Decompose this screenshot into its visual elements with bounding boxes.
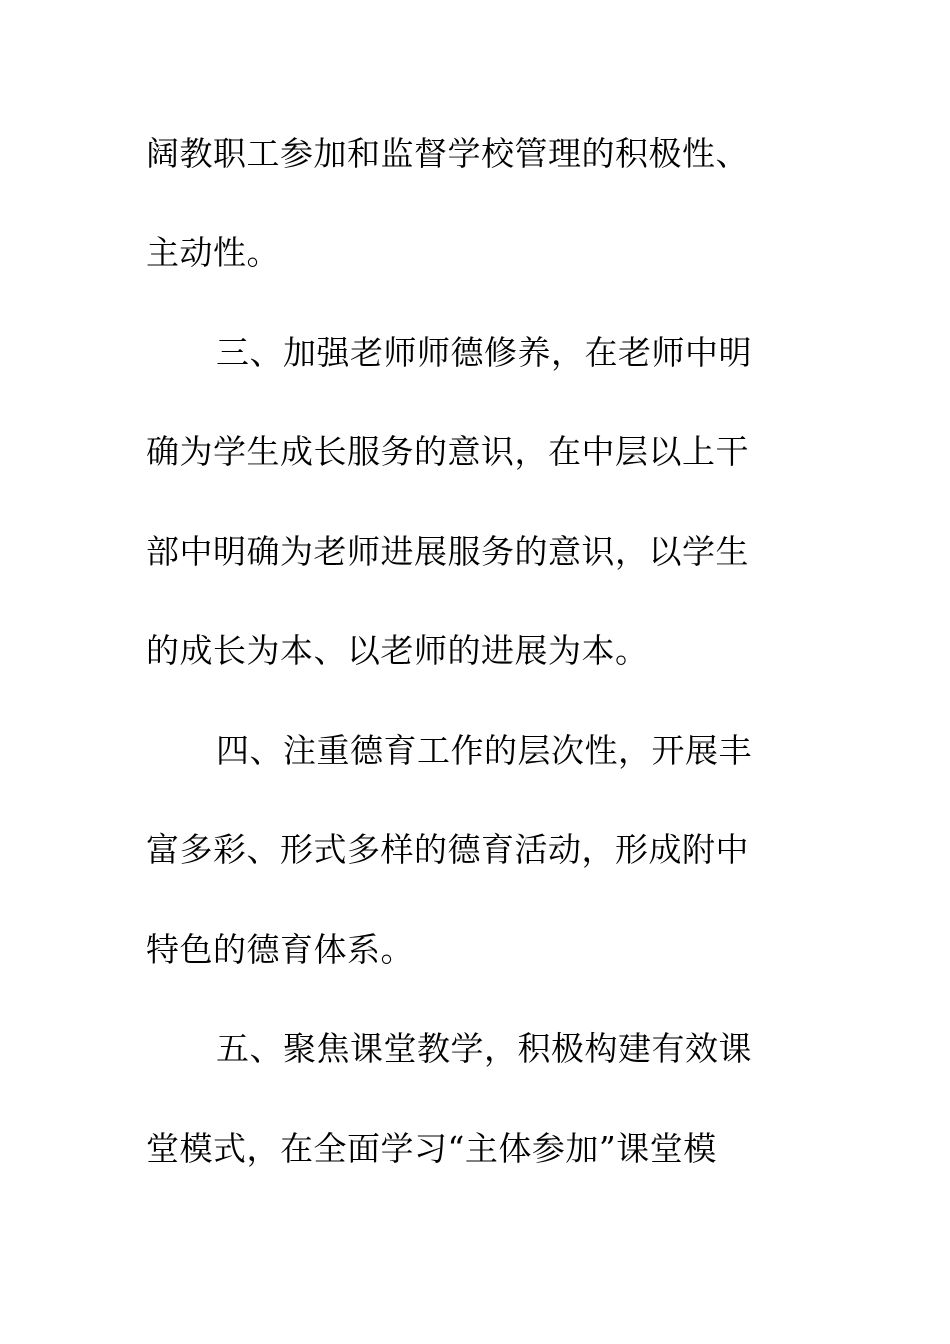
text-line: 主动性。 [146,233,280,272]
paragraph-start-line: 三、加强老师师德修养，在老师中明 [216,333,752,372]
text-line: 确为学生成长服务的意识，在中层以上干 [146,432,749,471]
text-line: 特色的德育体系。 [146,930,414,969]
paragraph-start-line: 四、注重德育工作的层次性，开展丰 [216,731,752,770]
text-line: 富多彩、形式多样的德育活动，形成附中 [146,830,749,869]
paragraph-start-line: 五、聚焦课堂教学，积极构建有效课 [216,1029,752,1068]
text-line: 堂模式，在全面学习“主体参加”课堂模 [146,1129,717,1168]
text-line: 的成长为本、以老师的进展为本。 [146,631,649,670]
text-line: 部中明确为老师进展服务的意识，以学生 [146,532,749,571]
text-line: 阔教职工参加和监督学校管理的积极性、 [146,134,749,173]
